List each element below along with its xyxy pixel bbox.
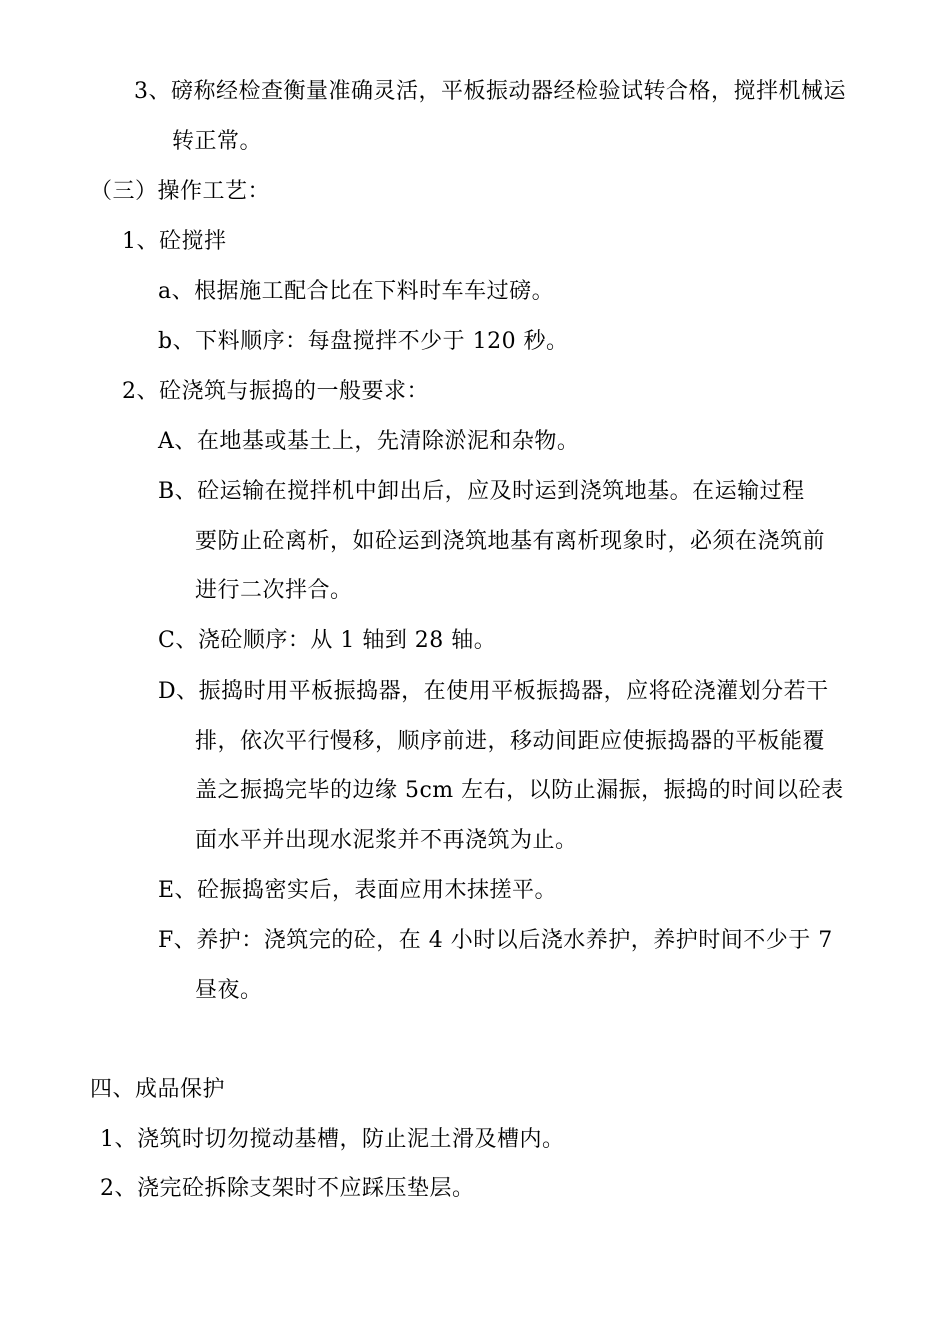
text-line: 3、磅称经检查衡量准确灵活，平板振动器经检验试转合格，搅拌机械运: [134, 79, 846, 104]
text-line: 转正常。: [172, 129, 263, 154]
text-line: 昼夜。: [195, 978, 263, 1003]
section-heading: （三）操作工艺：: [90, 179, 271, 204]
section-heading: 四、成品保护: [90, 1077, 226, 1102]
text-line: A、在地基或基土上，先清除淤泥和杂物。: [158, 429, 580, 454]
text-line: 1、浇筑时切勿搅动基槽，防止泥土滑及槽内。: [100, 1127, 565, 1152]
text-line: 盖之振捣完毕的边缘 5cm 左右，以防止漏振，振捣的时间以砼表: [195, 778, 844, 803]
subsection-heading: 2、砼浇筑与振捣的一般要求：: [122, 379, 429, 404]
text-line: b、下料顺序：每盘搅拌不少于 120 秒。: [158, 329, 569, 354]
text-line: 2、浇完砼拆除支架时不应踩压垫层。: [100, 1176, 475, 1201]
subsection-heading: 1、砼搅拌: [122, 229, 227, 254]
text-line: 进行二次拌合。: [195, 578, 353, 603]
text-line: D、振捣时用平板振捣器，在使用平板振捣器，应将砼浇灌划分若干: [158, 679, 829, 704]
text-line: 面水平并出现水泥浆并不再浇筑为止。: [195, 828, 578, 853]
text-line: 排，依次平行慢移，顺序前进，移动间距应使振捣器的平板能覆: [195, 729, 826, 754]
text-line: 要防止砼离析，如砼运到浇筑地基有离析现象时，必须在浇筑前: [195, 529, 826, 554]
text-line: B、砼运输在搅拌机中卸出后，应及时运到浇筑地基。在运输过程: [158, 479, 805, 504]
text-line: E、砼振捣密实后，表面应用木抹搓平。: [158, 878, 558, 903]
text-line: F、养护：浇筑完的砼，在 4 小时以后浇水养护，养护时间不少于 7: [158, 928, 833, 953]
text-line: a、根据施工配合比在下料时车车过磅。: [158, 279, 555, 304]
text-line: C、浇砼顺序：从 1 轴到 28 轴。: [158, 628, 497, 653]
